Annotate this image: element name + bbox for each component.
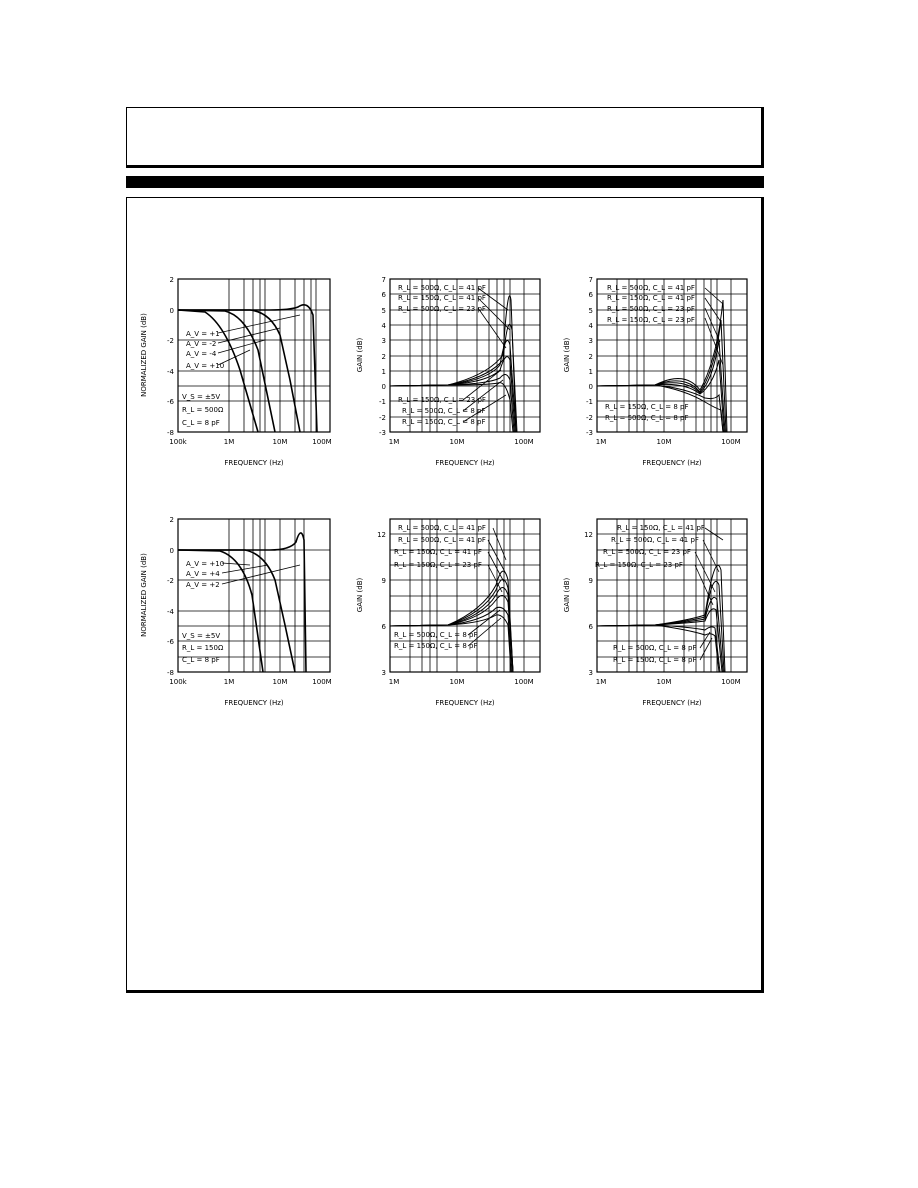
x-axis-label: FREQUENCY (Hz) (224, 699, 284, 707)
curve-label: R_L = 500Ω, C_L = 23 pF (607, 305, 695, 313)
y-tick: 3 (588, 669, 593, 677)
y-tick: 6 (588, 291, 593, 299)
curve-label: R_L = 150Ω, C_L = 41 pF (607, 294, 695, 302)
x-tick: 1M (388, 678, 400, 686)
y-tick: -8 (167, 429, 174, 437)
y-tick: 5 (381, 307, 386, 315)
curve-label: A_V = +2 (186, 581, 220, 589)
y-tick: -2 (167, 337, 174, 345)
curve-label: R_L = 500Ω, C_L = 23 pF (603, 548, 691, 556)
x-tick: 100M (721, 438, 741, 446)
y-tick-labels (584, 531, 593, 677)
curve-labels (398, 284, 486, 426)
curve-labels (595, 524, 705, 664)
y-tick: -6 (167, 638, 174, 646)
y-axis-label: GAIN (dB) (563, 577, 571, 613)
curve-label: R_L = 500Ω, C_L = 8 pF (402, 407, 486, 415)
y-tick: -2 (379, 414, 386, 422)
curve-label: A_V = -2 (186, 340, 217, 348)
x-tick: 1M (595, 678, 607, 686)
y-axis-label: NORMALIZED GAIN (dB) (140, 553, 148, 637)
x-axis-label: FREQUENCY (Hz) (435, 459, 495, 467)
condition-label: C_L = 8 pF (182, 656, 220, 664)
y-tick: 6 (381, 291, 386, 299)
x-tick: 10M (449, 438, 465, 446)
x-tick: 1M (223, 438, 235, 446)
x-tick-labels (596, 678, 741, 686)
x-tick: 10M (272, 678, 288, 686)
condition-label: R_L = 500Ω (182, 406, 224, 414)
x-axis-label: FREQUENCY (Hz) (224, 459, 284, 467)
y-tick: 7 (381, 276, 386, 284)
x-tick: 100M (312, 438, 332, 446)
graph-6-gain-vs-load-av-minus2 (555, 510, 760, 715)
graph-2-gain-vs-load-av1 (348, 270, 556, 475)
curve-labels (182, 560, 224, 664)
y-tick: 3 (381, 669, 386, 677)
x-tick-labels (169, 678, 331, 686)
x-tick-labels (169, 438, 331, 446)
y-tick: 0 (169, 307, 174, 315)
y-tick: 9 (588, 577, 593, 585)
y-tick: 2 (169, 516, 174, 524)
x-tick: 100k (169, 438, 187, 446)
y-tick: -3 (586, 429, 593, 437)
curve-label: R_L = 150Ω, C_L = 8 pF (605, 403, 689, 411)
graph-4-normalized-gain-rl150 (130, 510, 350, 715)
curve-label: R_L = 150Ω, C_L = 23 pF (398, 396, 486, 404)
y-tick: -3 (379, 429, 386, 437)
y-tick: 0 (381, 383, 386, 391)
y-axis-label: NORMALIZED GAIN (dB) (140, 313, 148, 397)
curve-label: R_L = 150Ω, C_L = 8 pF (402, 418, 486, 426)
curve-label: R_L = 150Ω, C_L = 41 pF (394, 548, 482, 556)
curve-label: R_L = 150Ω, C_L = 41 pF (398, 294, 486, 302)
y-tick: 4 (588, 322, 593, 330)
curve-label: A_V = +4 (186, 570, 220, 578)
graph-3-gain-vs-load-av-minus1 (555, 270, 760, 475)
y-tick: -6 (167, 398, 174, 406)
curve-label: R_L = 150Ω, C_L = 8 pF (613, 656, 697, 664)
curve-label: R_L = 150Ω, C_L = 23 pF (607, 316, 695, 324)
condition-label: V_S = ±5V (182, 632, 221, 640)
x-tick: 100M (312, 678, 332, 686)
x-tick: 100M (514, 678, 534, 686)
x-tick: 10M (449, 678, 465, 686)
curve-label: R_L = 150Ω, C_L = 8 pF (394, 642, 478, 650)
curve (390, 324, 517, 432)
condition-label: R_L = 150Ω (182, 644, 224, 652)
y-tick: 3 (588, 337, 593, 345)
x-tick: 1M (595, 438, 607, 446)
curve-label: R_L = 150Ω, C_L = 23 pF (394, 561, 482, 569)
y-tick: 5 (588, 307, 593, 315)
y-tick: 3 (381, 337, 386, 345)
curve-label: R_L = 500Ω, C_L = 23 pF (398, 305, 486, 313)
y-axis-label: GAIN (dB) (356, 337, 364, 373)
header-rule (126, 176, 764, 188)
y-tick: -4 (167, 608, 174, 616)
x-tick: 10M (656, 438, 672, 446)
x-tick-labels (389, 678, 534, 686)
curve-label: R_L = 500Ω, C_L = 8 pF (605, 414, 689, 422)
curve-label: R_L = 500Ω, C_L = 41 pF (607, 284, 695, 292)
graph-5-gain-vs-load-av2 (348, 510, 556, 715)
x-tick: 10M (272, 438, 288, 446)
y-tick: 7 (588, 276, 593, 284)
y-tick: 1 (381, 368, 386, 376)
y-tick: 2 (588, 353, 593, 361)
curve-label: R_L = 500Ω, C_L = 41 pF (398, 536, 486, 544)
x-tick-labels (596, 438, 741, 446)
y-tick: -1 (379, 398, 386, 406)
curve-label: R_L = 500Ω, C_L = 8 pF (394, 631, 478, 639)
y-tick: 9 (381, 577, 386, 585)
y-tick: 2 (381, 353, 386, 361)
curve-label: R_L = 500Ω, C_L = 41 pF (398, 284, 486, 292)
y-tick: 2 (169, 276, 174, 284)
y-axis-label: GAIN (dB) (563, 337, 571, 373)
curve (390, 607, 512, 672)
y-tick-labels (377, 531, 386, 677)
curve-label: A_V = -4 (186, 350, 217, 358)
y-axis-label: GAIN (dB) (356, 577, 364, 613)
y-tick-labels (586, 276, 594, 437)
curve-label: A_V = +10 (186, 560, 225, 568)
y-tick-labels (379, 276, 387, 437)
y-tick: 6 (381, 623, 386, 631)
curve (390, 588, 513, 673)
y-tick: -2 (167, 577, 174, 585)
curve-labels (182, 330, 224, 427)
y-tick: -1 (586, 398, 593, 406)
condition-label: C_L = 8 pF (182, 419, 220, 427)
y-tick: 6 (588, 623, 593, 631)
curve-label: R_L = 150Ω, C_L = 41 pF (617, 524, 705, 532)
y-tick: 1 (588, 368, 593, 376)
x-tick: 1M (388, 438, 400, 446)
y-tick-labels (167, 516, 175, 677)
y-tick: 12 (584, 531, 593, 539)
curve-label: R_L = 500Ω, C_L = 41 pF (398, 524, 486, 532)
x-tick: 10M (656, 678, 672, 686)
x-tick: 100M (721, 678, 741, 686)
y-tick: 4 (381, 322, 386, 330)
curve-label: A_V = +10 (186, 362, 225, 370)
curve-labels (394, 524, 486, 650)
condition-label: V_S = ±5V (182, 393, 221, 401)
curve-label: R_L = 500Ω, C_L = 41 pF (611, 536, 699, 544)
y-tick: 0 (588, 383, 593, 391)
y-tick-labels (167, 276, 175, 437)
x-tick: 100k (169, 678, 187, 686)
y-tick: -8 (167, 669, 174, 677)
x-tick: 1M (223, 678, 235, 686)
graph-1-normalized-gain-rl500 (130, 270, 350, 475)
y-tick: 0 (169, 547, 174, 555)
curve-label: A_V = +1 (186, 330, 220, 338)
x-axis-label: FREQUENCY (Hz) (435, 699, 495, 707)
y-tick: -4 (167, 368, 174, 376)
curve-label: R_L = 150Ω, C_L = 23 pF (595, 561, 683, 569)
curve-label: R_L = 500Ω, C_L = 8 pF (613, 644, 697, 652)
x-tick-labels (389, 438, 534, 446)
y-tick: 12 (377, 531, 386, 539)
x-tick: 100M (514, 438, 534, 446)
x-axis-label: FREQUENCY (Hz) (642, 699, 702, 707)
header-box (126, 107, 764, 168)
y-tick: -2 (586, 414, 593, 422)
x-axis-label: FREQUENCY (Hz) (642, 459, 702, 467)
